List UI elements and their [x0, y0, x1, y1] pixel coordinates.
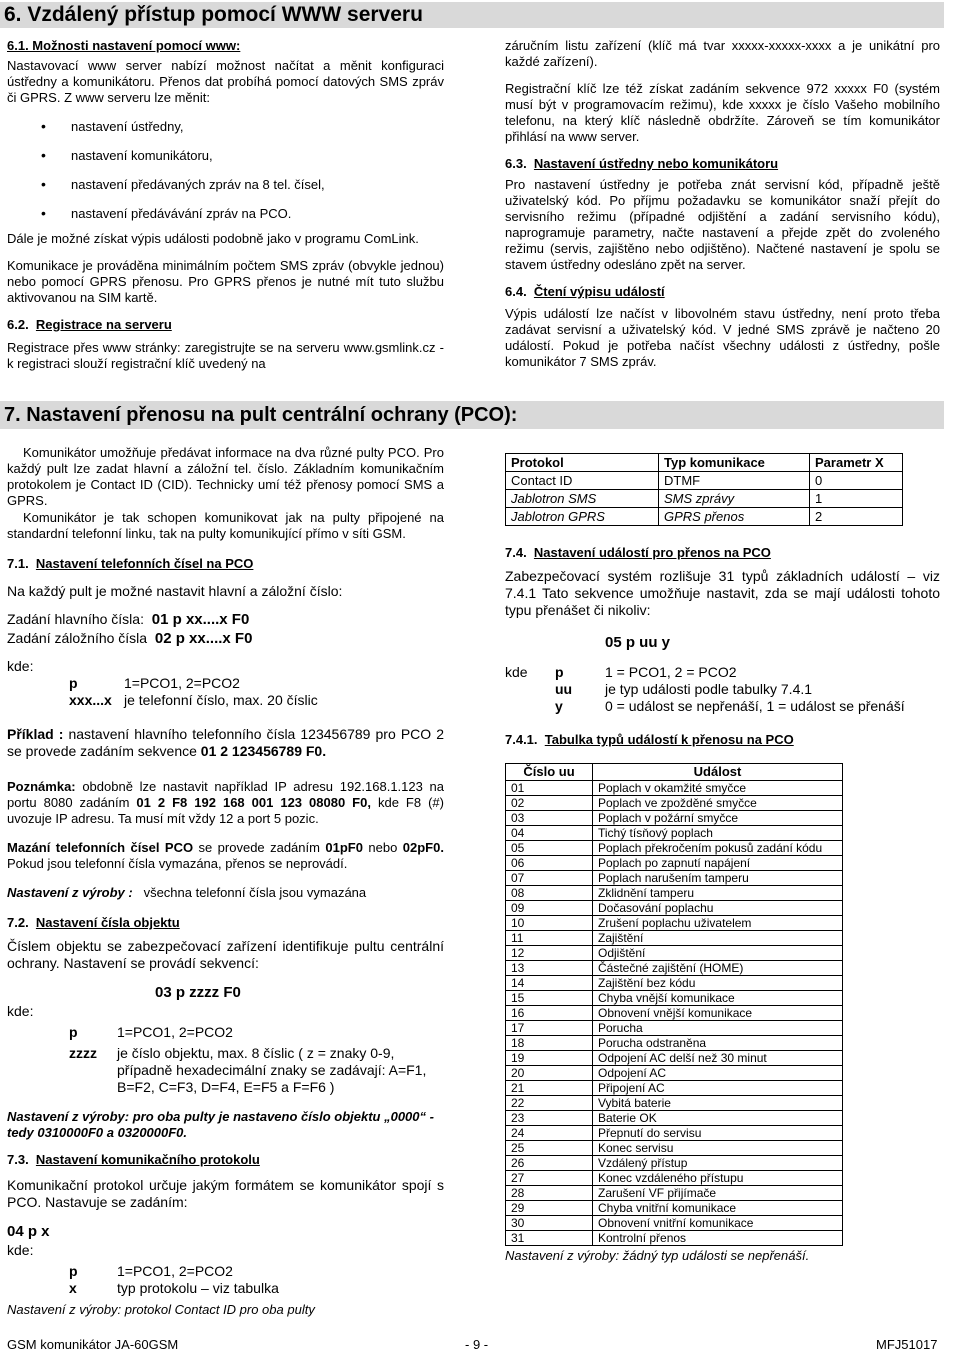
table-cell: Poplach ve zpožděné smyčce	[593, 796, 843, 811]
subsection-title-text: Nastavení událostí pro přenos na PCO	[533, 545, 771, 560]
section-6-right-column	[505, 38, 940, 370]
backup-number-line	[7, 629, 444, 648]
table-cell: Poplach v okamžité smyčce	[593, 781, 843, 796]
table-cell: Zklidnění tamperu	[593, 886, 843, 901]
table-row	[506, 1186, 843, 1201]
table-cell: Konec servisu	[593, 1141, 843, 1156]
section-7-left-column	[7, 445, 444, 1318]
table-cell: 22	[506, 1096, 593, 1111]
subsection-6-1-title-text: 6.1. Možnosti nastavení pomocí www:	[7, 38, 241, 53]
table-cell: Poplach překročením pokusů zadání kódu	[593, 841, 843, 856]
object-default-code-1: 0310000F0	[37, 1125, 104, 1140]
kde-label: kde	[505, 664, 528, 680]
param-key: x	[69, 1280, 77, 1296]
table-row	[506, 1096, 843, 1111]
table-row	[506, 508, 903, 526]
default-label: Nastavení z výroby :	[7, 885, 133, 900]
list-item	[41, 176, 444, 206]
table-cell: Zarušení VF přijímače	[593, 1186, 843, 1201]
subsection-title-text: Nastavení komunikačního protokolu	[35, 1152, 260, 1167]
table-cell: Obnovení vnější komunikace	[593, 1006, 843, 1021]
subsection-7-1-paragraph: Na každý pult je možné nastavit hlavní a záložní číslo:	[7, 583, 343, 599]
table-cell: 0	[810, 472, 903, 490]
table-cell: Odpojení AC delší než 30 minut	[593, 1051, 843, 1066]
table-row	[506, 841, 843, 856]
table-cell: 2	[810, 508, 903, 526]
table-cell: Chyba vnitřní komunikace	[593, 1201, 843, 1216]
table-cell: Částečné zajištění (HOME)	[593, 961, 843, 976]
table-row	[506, 946, 843, 961]
table-cell: GPRS přenos	[659, 508, 810, 526]
table-row	[506, 1111, 843, 1126]
param-value: 1 = PCO1, 2 = PCO2	[605, 664, 737, 680]
erase-code: 01pF0	[325, 840, 363, 855]
table-cell: 08	[506, 886, 593, 901]
param-key: uu	[555, 681, 573, 697]
comlink-paragraph: Dále je možné získat výpis události podobně jako v programu ComLink.	[7, 231, 419, 246]
subsection-7-3-paragraph: Komunikační protokol určuje jakým formátem se komunikátor spojí s PCO. Nastavuje se zadáním:	[7, 1177, 444, 1210]
table-row	[506, 1231, 843, 1246]
table-header-cell: Parametr X	[810, 454, 903, 472]
section-6-title: 6. Vzdálený přístup pomocí WWW serveru	[0, 2, 944, 28]
param-value: je typ události podle tabulky 7.4.1	[605, 681, 813, 697]
table-cell: 06	[506, 856, 593, 871]
table-cell: Jablotron GPRS	[506, 508, 659, 526]
table-row	[506, 931, 843, 946]
table-row	[506, 961, 843, 976]
subsection-6-1-title	[7, 38, 444, 54]
table-cell: 31	[506, 1231, 593, 1246]
table-cell: 03	[506, 811, 593, 826]
note-paragraph	[7, 779, 444, 827]
table-cell: 07	[506, 871, 593, 886]
param-value: je číslo objektu, max. 8 číslic ( z = znaky 0-9, případně hexadecimální znaky se zadávají: A=F1, B=F2, C=F3, D=F4, E=F5 a F=F6 )	[117, 1045, 427, 1095]
param-value: 0 = událost se nepřenáší, 1 = událost se přenáší	[605, 698, 905, 714]
table-row	[506, 916, 843, 931]
bullet-icon: •	[41, 176, 46, 192]
table-cell: 30	[506, 1216, 593, 1231]
table-cell: DTMF	[659, 472, 810, 490]
table-cell: 27	[506, 1171, 593, 1186]
param-key: p	[69, 1024, 78, 1040]
table-row	[506, 856, 843, 871]
subsection-6-4-paragraph: Výpis událostí lze načíst v libovolném stavu ústředny, není proto třeba zadávat servisní a uživatelský kód. V jedné SMS zprávě je načteno 20 událostí. Pokud je potřeba načíst všechny události z ústředny, pošle komunikátor 7 SMS zpráv.	[505, 306, 940, 369]
registration-key-paragraph: Registrační klíč lze též získat zadáním sekvence 972 xxxxx F0 (systém musí být v programovacím režimu), kde xxxxx je číslo Vašeho mobilního telefonu, na který klíč následně obdržíte. Zároveň se tím komunikátor přihlásí na www server.	[505, 81, 940, 144]
table-cell: 04	[506, 826, 593, 841]
table-row	[506, 1066, 843, 1081]
table-cell: 23	[506, 1111, 593, 1126]
subsection-7-1-title	[7, 556, 444, 572]
param-row	[7, 1024, 444, 1045]
param-key: xxx...x	[69, 692, 112, 708]
footer-page-number: - 9 -	[465, 1337, 489, 1352]
table-row	[506, 1036, 843, 1051]
param-value: 1=PCO1, 2=PCO2	[124, 675, 240, 691]
table-cell: Jablotron SMS	[506, 490, 659, 508]
param-row	[7, 1045, 444, 1097]
object-default-mid: a	[106, 1125, 114, 1140]
table-row	[506, 811, 843, 826]
subsection-number: 7.3.	[7, 1152, 29, 1167]
subsection-title-text: Tabulka typů událostí k přenosu na PCO	[544, 732, 794, 747]
section-6-left-column	[7, 38, 444, 372]
protocol-code: 04 p x	[7, 1223, 50, 1240]
erase-paragraph	[7, 840, 444, 872]
table-cell: 11	[506, 931, 593, 946]
table-cell: 15	[506, 991, 593, 1006]
table-cell: Zrušení poplachu uživatelem	[593, 916, 843, 931]
subsection-number: 7.4.1.	[505, 732, 538, 747]
param-key: y	[555, 698, 563, 714]
table-cell: Chyba vnější komunikace	[593, 991, 843, 1006]
table-header-row	[506, 454, 903, 472]
table-header-cell: Číslo uu	[506, 764, 593, 781]
table-cell: 05	[506, 841, 593, 856]
note-label: Poznámka:	[7, 779, 76, 794]
list-item-text: nastavení ústředny,	[71, 119, 184, 134]
table-cell: Zajištění bez kódu	[593, 976, 843, 991]
feature-bullet-list	[41, 118, 444, 227]
table-cell: 29	[506, 1201, 593, 1216]
table-row	[506, 976, 843, 991]
table-row	[506, 1081, 843, 1096]
backup-number-code: 02 p xx....x F0	[154, 630, 253, 647]
subsection-number: 7.1.	[7, 556, 29, 571]
subsection-7-4-1-title	[505, 732, 940, 748]
table-cell: 21	[506, 1081, 593, 1096]
subsection-6-3-paragraph: Pro nastavení ústředny je potřeba znát servisní kód, případně ještě uživatelský kód. Po příjmu požadavku se komunikátor snaží přejít do servisního režimu (případné odjištění a zadání servisního kódu), naprogramuje parametry, načte nastavení a přejde zpět do zvoleného režimu (servis, zajištěno nebo odjištěno). Načtené nastavení je spolu se stavem ústředny odesláno zpět na server.	[505, 177, 940, 272]
table-row	[506, 1051, 843, 1066]
subsection-7-4-title	[505, 545, 940, 561]
table-cell: Tichý tísňový poplach	[593, 826, 843, 841]
subsection-6-2-paragraph: Registrace přes www stránky: zaregistrujte se na serveru www.gsmlink.cz - k registraci slouží registrační klíč uvedený na	[7, 340, 444, 371]
table-row	[506, 1156, 843, 1171]
table-cell: Odpojení AC	[593, 1066, 843, 1081]
table-cell: 25	[506, 1141, 593, 1156]
table-cell: Přepnutí do servisu	[593, 1126, 843, 1141]
table-row	[506, 1126, 843, 1141]
table-row	[506, 1021, 843, 1036]
table-cell: Contact ID	[506, 472, 659, 490]
table-cell: Poplach po zapnutí napájení	[593, 856, 843, 871]
table-cell: 18	[506, 1036, 593, 1051]
table-row	[506, 826, 843, 841]
table-header-row	[506, 764, 843, 781]
param-key: p	[69, 675, 78, 691]
kde-label: kde:	[7, 1242, 34, 1258]
list-item-text: nastavení předávaných zpráv na 8 tel. čísel,	[71, 177, 325, 192]
param-row	[7, 1263, 444, 1280]
table-row	[506, 472, 903, 490]
param-row	[7, 675, 444, 692]
table-cell: Připojení AC	[593, 1081, 843, 1096]
erase-text-2: nebo	[368, 840, 398, 855]
table-cell: SMS zprávy	[659, 490, 810, 508]
kde-label: kde:	[7, 1003, 34, 1019]
table-cell: 28	[506, 1186, 593, 1201]
subsection-title-text: Nastavení telefonních čísel na PCO	[35, 556, 254, 571]
list-item	[41, 205, 444, 227]
param-key: p	[555, 664, 564, 680]
subsection-6-2-continuation: záručním listu zařízení (klíč má tvar xxxxx-xxxxx-xxxx a je unikátní pro každé zařízení).	[505, 38, 940, 69]
subsection-7-2-title	[7, 915, 444, 931]
subsection-7-4-paragraph: Zabezpečovací systém rozlišuje 31 typů základních událostí – viz 7.4.1 Tato sekvence umožňuje nastavit, zda se mají události tohoto typu přenášet či nikoliv:	[505, 568, 940, 618]
table-cell: Dočasování poplachu	[593, 901, 843, 916]
subsection-title-text: Nastavení ústředny nebo komunikátoru	[533, 156, 779, 171]
table-cell: 01	[506, 781, 593, 796]
subsection-7-3-title	[7, 1152, 444, 1168]
subsection-number: 6.4.	[505, 284, 527, 299]
erase-label: Mazání telefonních čísel PCO	[7, 840, 194, 855]
table-cell: Porucha odstraněna	[593, 1036, 843, 1051]
subsection-title-text: Registrace na serveru	[35, 317, 172, 332]
section-7-title: 7. Nastavení přenosu na pult centrální ochrany (PCO):	[0, 401, 944, 429]
main-number-line	[7, 610, 444, 629]
list-item-text: nastavení předávávání zpráv na PCO.	[71, 206, 292, 221]
subsection-number: 6.3.	[505, 156, 527, 171]
intro-paragraph-1: Komunikátor umožňuje předávat informace na dva různé pulty PCO. Pro každý pult lze zadat hlavní a záložní tel. číslo. Základním komunikačním protokolem je Contact ID (CID). Technicky umí též přenosy pomocí SMS a GPRS.	[7, 445, 444, 508]
table-cell: 20	[506, 1066, 593, 1081]
example-label: Příklad :	[7, 726, 64, 742]
param-row	[505, 698, 940, 715]
section-7-right-column	[505, 453, 940, 1264]
protocol-table	[505, 453, 903, 526]
note-text-2: kde F8 (#) uvozuje IP adresu. Ta musí mít vždy 12 a port 5 pozic.	[7, 795, 444, 826]
subsection-number: 7.2.	[7, 915, 29, 930]
subsection-7-2-paragraph: Číslem objektu se zabezpečovací zařízení identifikuje pultu centrální ochrany. Nastavení se provádí sekvencí:	[7, 938, 444, 971]
table-cell: 10	[506, 916, 593, 931]
table-row	[506, 490, 903, 508]
list-item-text: nastavení komunikátoru,	[71, 148, 213, 163]
erase-text: se provede zadáním	[198, 840, 320, 855]
object-default-code-2: 0320000F0.	[117, 1125, 188, 1140]
bullet-icon: •	[41, 118, 46, 134]
subsection-number: 6.2.	[7, 317, 29, 332]
param-row	[7, 692, 444, 709]
object-default-paragraph	[7, 1109, 444, 1141]
table-cell: 19	[506, 1051, 593, 1066]
note-code: 01 2 F8 192 168 001 123 08080 F0,	[136, 795, 371, 810]
table-row	[506, 1006, 843, 1021]
param-value: 1=PCO1, 2=PCO2	[117, 1024, 233, 1040]
param-value: 1=PCO1, 2=PCO2	[117, 1263, 233, 1279]
param-value: je telefonní číslo, max. 20 číslic	[124, 692, 318, 708]
table-cell: Obnovení vnitřní komunikace	[593, 1216, 843, 1231]
backup-number-label: Zadání záložního čísla	[7, 630, 148, 646]
table-row	[506, 871, 843, 886]
table-header-cell: Protokol	[506, 454, 659, 472]
note-text: obdobně lze nastavit například IP adresu 192.168.1.123 na portu 8080 zadáním	[7, 779, 444, 810]
default-text: všechna telefonní čísla jsou vymazána	[143, 885, 367, 900]
events-default: Nastavení z výroby: žádný typ události se nepřenáší.	[505, 1248, 810, 1263]
object-number-code: 03 p zzzz F0	[155, 984, 241, 1001]
erase-text-3: Pokud jsou telefonní čísla vymazána, přenos se neprovádí.	[7, 856, 348, 871]
main-number-code: 01 p xx....x F0	[151, 611, 250, 628]
table-cell: Vybitá baterie	[593, 1096, 843, 1111]
example-text: nastavení hlavního telefonního čísla 123456789 pro PCO 2 se provede zadáním sekvence	[7, 726, 444, 759]
event-transfer-code: 05 p uu y	[605, 634, 671, 651]
list-item	[41, 118, 444, 148]
table-header-cell: Událost	[593, 764, 843, 781]
table-cell: 02	[506, 796, 593, 811]
kde-label: kde:	[7, 658, 34, 674]
table-cell: 26	[506, 1156, 593, 1171]
param-row	[505, 664, 940, 681]
table-cell: 12	[506, 946, 593, 961]
example-paragraph	[7, 726, 444, 760]
table-cell: Baterie OK	[593, 1111, 843, 1126]
table-cell: Porucha	[593, 1021, 843, 1036]
table-cell: Vzdálený přístup	[593, 1156, 843, 1171]
table-row	[506, 991, 843, 1006]
erase-code-2: 02pF0.	[402, 840, 444, 855]
subsection-6-4-title	[505, 284, 940, 300]
table-header-cell: Typ komunikace	[659, 454, 810, 472]
param-row	[7, 1280, 444, 1297]
subsection-title-text: Čtení výpisu událostí	[533, 284, 665, 299]
table-cell: 17	[506, 1021, 593, 1036]
bullet-icon: •	[41, 147, 46, 163]
table-cell: Poplach narušením tamperu	[593, 871, 843, 886]
table-cell: Odjištění	[593, 946, 843, 961]
example-code: 01 2 123456789 F0.	[200, 743, 327, 759]
subsection-number: 7.4.	[505, 545, 527, 560]
object-default-text: Nastavení z výroby: pro oba pulty je nastaveno číslo objektu „0000“ - tedy	[7, 1109, 434, 1140]
param-key: zzzz	[69, 1045, 97, 1061]
main-number-label: Zadání hlavního čísla:	[7, 611, 144, 627]
table-row	[506, 886, 843, 901]
table-row	[506, 1141, 843, 1156]
table-row	[506, 901, 843, 916]
table-cell: Zajištění	[593, 931, 843, 946]
sms-paragraph: Komunikace je prováděna minimálním počtem SMS zpráv (obvykle jednou) nebo pomocí GPRS přenosu. Pro GPRS přenos je nutné mít tuto službu aktivovanou na SIM kartě.	[7, 258, 444, 305]
subsection-6-2-title	[7, 317, 444, 333]
table-cell: Konec vzdáleného přístupu	[593, 1171, 843, 1186]
subsection-6-1-paragraph: Nastavovací www server nabízí možnost načítat a měnit konfiguraci ústředny a komunikátoru. Přenos dat probíhá pomocí datových SMS zpráv či GPRS. Z www serveru lze měnit:	[7, 58, 444, 105]
event-types-table	[505, 763, 843, 1246]
footer-right: MFJ51017	[876, 1337, 938, 1352]
table-row	[506, 796, 843, 811]
table-row	[506, 1216, 843, 1231]
table-cell: 24	[506, 1126, 593, 1141]
table-row	[506, 781, 843, 796]
subsection-title-text: Nastavení čísla objektu	[35, 915, 180, 930]
default-line	[7, 885, 444, 901]
table-row	[506, 1171, 843, 1186]
bullet-icon: •	[41, 205, 46, 221]
param-row	[505, 681, 940, 698]
table-cell: Poplach v požární smyčce	[593, 811, 843, 826]
table-cell: 1	[810, 490, 903, 508]
protocol-default: Nastavení z výroby: protokol Contact ID pro oba pulty	[7, 1302, 315, 1317]
list-item	[41, 147, 444, 177]
table-row	[506, 1201, 843, 1216]
table-cell: 09	[506, 901, 593, 916]
table-cell: Kontrolní přenos	[593, 1231, 843, 1246]
event-types-body	[506, 781, 843, 1246]
intro-paragraph-2: Komunikátor je tak schopen komunikovat jak na pulty připojené na standardní telefonní linku, tak na pulty komunikující přímo v síti GSM.	[7, 510, 444, 541]
param-key: p	[69, 1263, 78, 1279]
param-value: typ protokolu – viz tabulka	[117, 1280, 279, 1296]
subsection-6-3-title	[505, 156, 940, 172]
table-cell: 13	[506, 961, 593, 976]
footer-left: GSM komunikátor JA-60GSM	[7, 1337, 179, 1352]
table-cell: 14	[506, 976, 593, 991]
table-cell: 16	[506, 1006, 593, 1021]
